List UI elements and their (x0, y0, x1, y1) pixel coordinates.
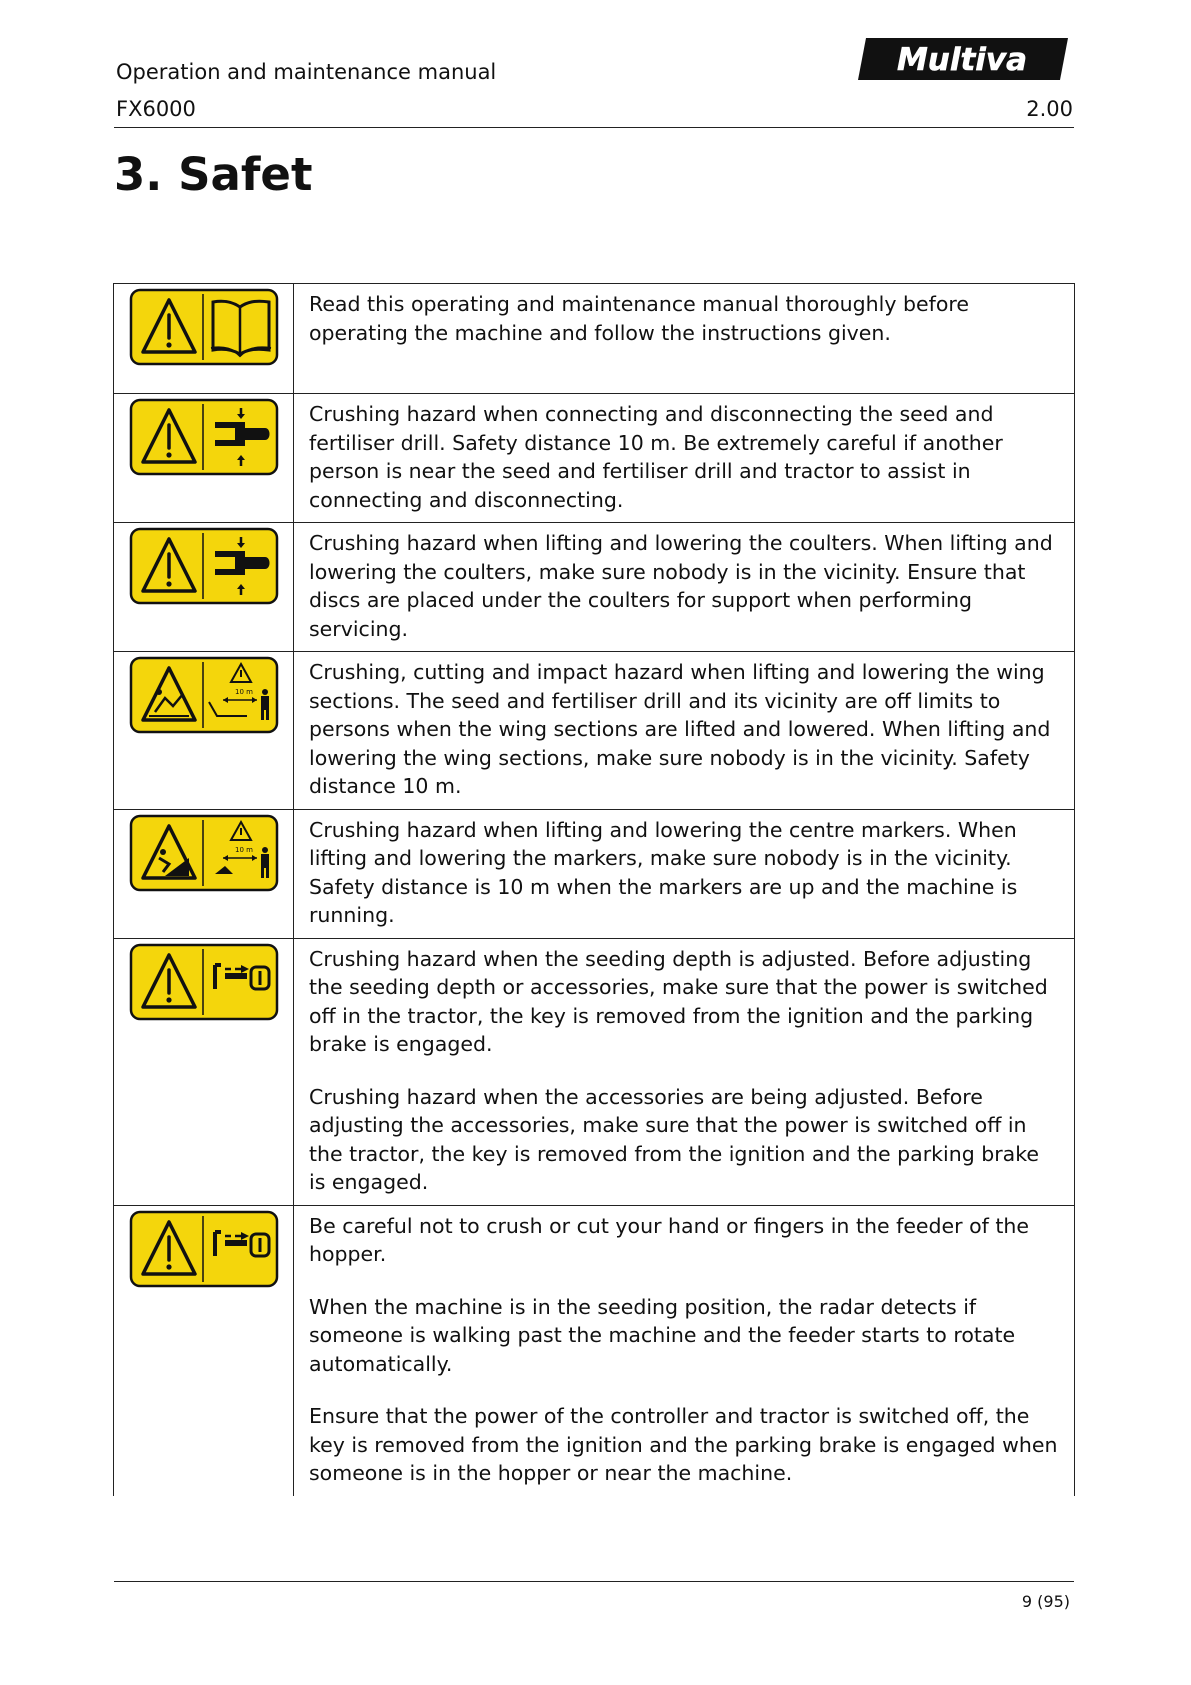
safety-text: Read this operating and maintenance manual thoroughly before operating the machine and follow the instructions given. (294, 284, 1075, 394)
multiva-logo (858, 34, 1072, 84)
safety-row (114, 1205, 1075, 1496)
section-title: 3. Safet (114, 148, 313, 201)
document-version: 2.00 (1026, 97, 1073, 121)
safety-row (114, 284, 1075, 394)
safety-row (114, 523, 1075, 652)
footer-rule (114, 1581, 1074, 1582)
svg-text:10 m: 10 m (235, 845, 253, 854)
svg-text:10 m: 10 m (235, 688, 253, 696)
safety-row (114, 938, 1075, 1205)
safety-table (113, 283, 1075, 1496)
warning-remove-key-icon (129, 943, 279, 1021)
safety-row (114, 809, 1075, 938)
warning-crush-hand-icon (129, 527, 279, 605)
safety-text: Crushing hazard when lifting and lowering the coulters. When lifting and lowering the coulters, make sure nobody is in the vicinity. Ensure that discs are placed under the coulters for support when performing servicing. (294, 523, 1075, 652)
page-number: 9 (95) (1021, 1592, 1070, 1611)
safety-row (114, 652, 1075, 810)
header-rule (114, 127, 1074, 128)
safety-text: Crushing, cutting and impact hazard when lifting and lowering the wing sections. The seed and fertiliser drill and its vicinity are off limits to persons when the wing sections are lifted and lowered. When lifting and lowering the wing sections, make sure nobody is in the vicinity. Safety distance 10 m. (294, 652, 1075, 810)
warning-crush-hand-icon (129, 398, 279, 476)
safety-row (114, 394, 1075, 523)
model-name: FX6000 (116, 97, 196, 121)
safety-text: Crushing hazard when connecting and disconnecting the seed and fertiliser drill. Safety distance 10 m. Be extremely careful if another person is near the seed and fertiliser drill and tractor to assist in connecting and disconnecting. (294, 394, 1075, 523)
safety-text: Be careful not to crush or cut your hand or fingers in the feeder of the hopper. When the machine is in the seeding position, the radar detects if someone is walking past the machine and the feeder starts to rotate automatically. Ensure that the power of the controller and tractor is switched off, the key is removed from the ignition and the parking brake is engaged when someone is in the hopper or near the machine. (294, 1205, 1075, 1496)
warning-wing-sections-icon (129, 656, 279, 734)
manual-title: Operation and maintenance manual (116, 60, 497, 84)
warning-read-manual-icon (129, 288, 279, 366)
svg-text:Multiva: Multiva (896, 42, 1028, 78)
safety-text: Crushing hazard when the seeding depth is adjusted. Before adjusting the seeding depth or accessories, make sure that the power is switched off in the tractor, the key is removed from the ignition and the parking brake is engaged. Crushing hazard when the accessories are being adjusted. Before adjusting the accessories, make sure that the power is switched off in the tractor, the key is removed from the ignition and the parking brake is engaged. (294, 938, 1075, 1205)
warning-centre-markers-icon (129, 814, 279, 892)
warning-remove-key-icon (129, 1210, 279, 1288)
safety-text: Crushing hazard when lifting and lowering the centre markers. When lifting and lowering the markers, make sure nobody is in the vicinity. Safety distance is 10 m when the markers are up and the machine is running. (294, 809, 1075, 938)
